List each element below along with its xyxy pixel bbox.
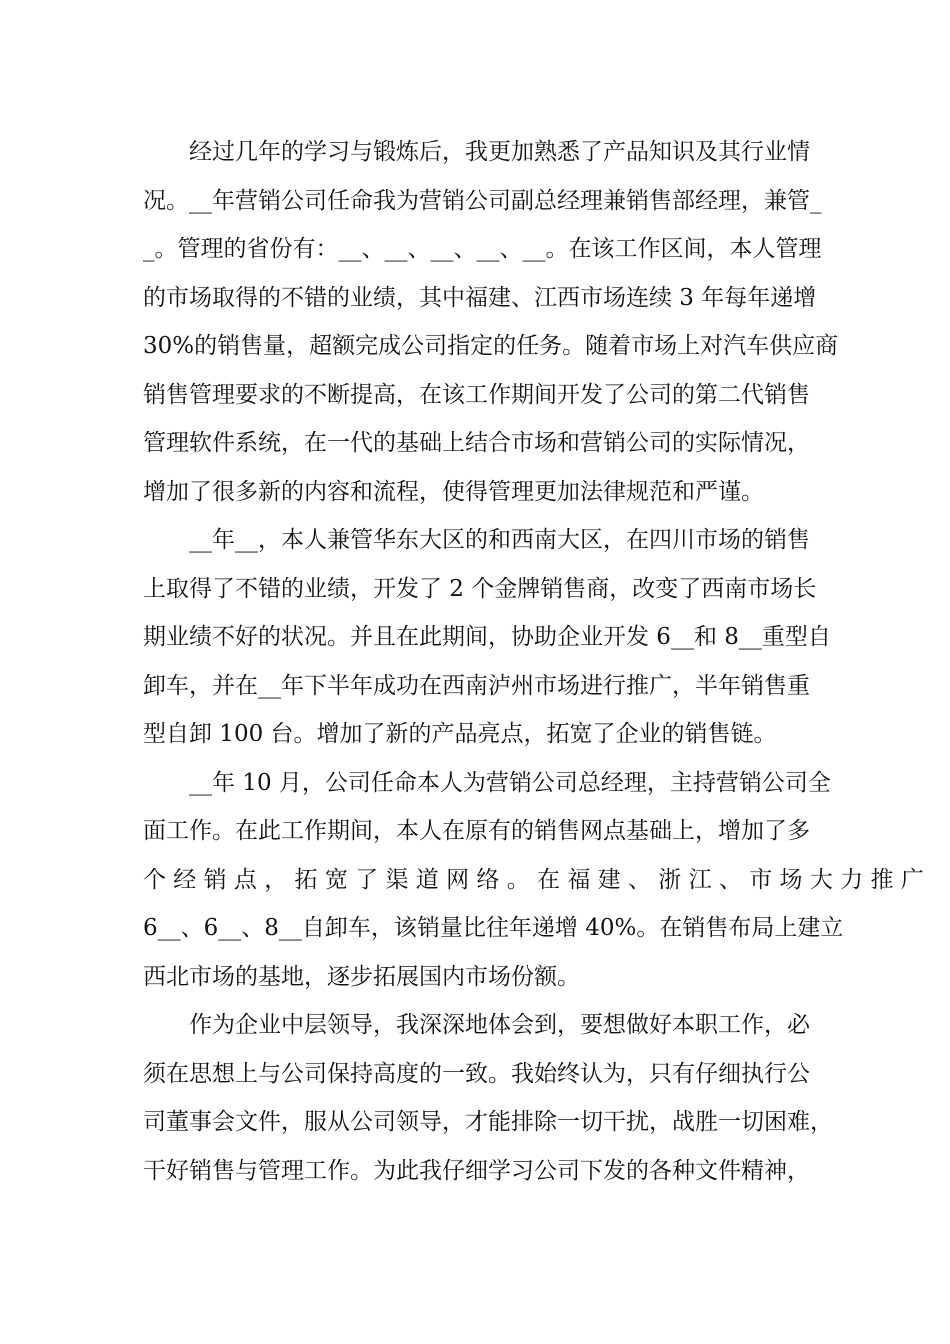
text-line: 的市场取得的不错的业绩，其中福建、江西市场连续 3 年每年递增: [143, 284, 817, 311]
document-body: [143, 128, 924, 1195]
text-line: 况。__年营销公司任命我为营销公司副总经理兼销售部经理，兼管_: [143, 187, 822, 214]
text-line: 期业绩不好的状况。并且在此期间，协助企业开发 6__和 8__重型自: [143, 624, 831, 650]
paragraph: [143, 759, 924, 1002]
text-line: _。管理的省份有：__、__、__、__、__。在该工作区间，本人管理: [143, 236, 822, 262]
text-line: 经过几年的学习与锻炼后，我更加熟悉了产品知识及其行业情: [189, 139, 810, 165]
text-line: 个 经 销 点 ， 拓 宽 了 渠 道 网 络 。 在 福 建 、 浙 江 、 市 场 大 力 推 广: [143, 866, 924, 893]
text-line: 卸车，并在__年下半年成功在西南泸州市场进行推广，半年销售重: [143, 672, 810, 699]
text-line: 司董事会文件，服从公司领导，才能排除一切干扰，战胜一切困难，: [143, 1109, 833, 1135]
text-line: 增加了很多新的内容和流程，使得管理更加法律规范和严谨。: [143, 478, 764, 505]
text-line: 管理软件系统，在一代的基础上结合市场和营销公司的实际情况，: [143, 430, 810, 456]
text-line: 30%的销售量，超额完成公司指定的任务。随着市场上对汽车供应商: [143, 333, 839, 359]
text-line: 须在思想上与公司保持高度的一致。我始终认为，只有仔细执行公: [143, 1060, 810, 1087]
text-line: 销售管理要求的不断提高，在该工作期间开发了公司的第二代销售: [143, 381, 810, 408]
text-line: 面工作。在此工作期间，本人在原有的销售网点基础上，增加了多: [143, 818, 810, 844]
text-line: __年 10 月，公司任命本人为营销公司总经理，主持营销公司全: [189, 769, 831, 796]
paragraph: [143, 516, 831, 759]
paragraph: [143, 128, 839, 516]
text-line: 上取得了不错的业绩，开发了 2 个金牌销售商，改变了西南市场长: [143, 575, 817, 602]
text-line: 作为企业中层领导，我深深地体会到，要想做好本职工作，必: [189, 1012, 810, 1038]
text-line: 型自卸 100 台。增加了新的产品亮点，拓宽了企业的销售链。: [143, 721, 777, 747]
text-line: __年__，本人兼管华东大区的和西南大区，在四川市场的销售: [189, 527, 810, 553]
text-line: 西北市场的基地，逐步拓展国内市场份额。: [143, 963, 580, 990]
paragraph: [143, 1001, 833, 1195]
text-line: 6__、6__、8__自卸车，该销量比往年递增 40%。在销售布局上建立: [143, 915, 844, 941]
text-line: 干好销售与管理工作。为此我仔细学习公司下发的各种文件精神，: [143, 1157, 810, 1184]
